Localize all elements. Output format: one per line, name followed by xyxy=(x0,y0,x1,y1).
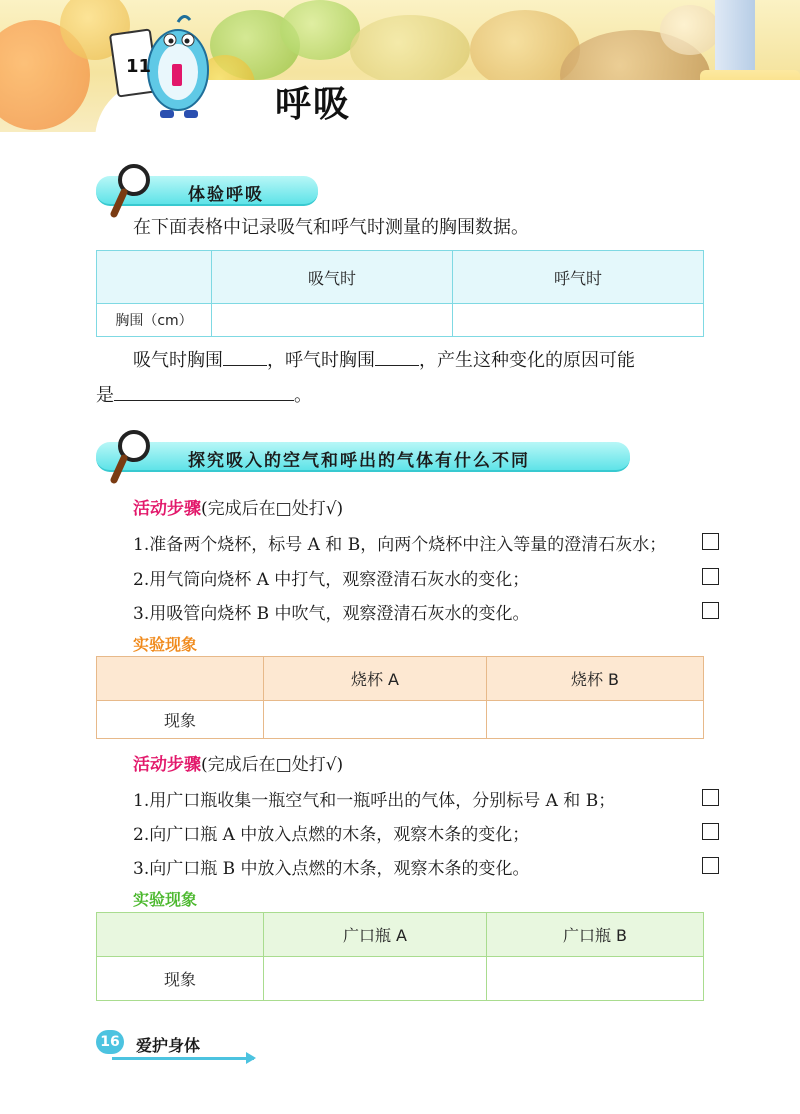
answer-blank[interactable] xyxy=(223,343,267,366)
step-checkbox[interactable] xyxy=(702,602,719,619)
answer-cell[interactable] xyxy=(264,957,487,1001)
section-heading-text: 体验呼吸 xyxy=(188,185,264,205)
step-item: 1.用广口瓶收集一瓶空气和一瓶呼出的气体，分别标号 A 和 B； xyxy=(133,791,616,811)
table-header-cell: 广口瓶 B xyxy=(487,913,704,957)
mascot-icon xyxy=(108,12,218,132)
steps-note: (完成后在□处打√) xyxy=(201,755,344,775)
lesson-title: 呼吸 xyxy=(275,84,352,125)
footer-underline xyxy=(112,1057,254,1060)
step-checkbox[interactable] xyxy=(702,533,719,550)
milk-carton-illustration xyxy=(715,0,755,80)
step-item: 1.准备两个烧杯，标号 A 和 B，向两个烧杯中注入等量的澄清石灰水； xyxy=(133,535,667,555)
vegetable-illustration xyxy=(350,15,470,85)
step-checkbox[interactable] xyxy=(702,568,719,585)
step-item: 2.向广口瓶 A 中放入点燃的木条，观察木条的变化； xyxy=(133,825,530,845)
table-header-cell xyxy=(97,657,264,701)
page-number: 16 xyxy=(96,1030,124,1054)
section1-question xyxy=(133,343,723,376)
steps-label: 活动步骤 xyxy=(133,755,201,775)
beaker-table xyxy=(96,656,704,739)
table-header-cell: 吸气时 xyxy=(212,251,453,304)
table-header-cell: 呼气时 xyxy=(453,251,704,304)
table-header-cell: 烧杯 A xyxy=(264,657,487,701)
chest-table xyxy=(96,250,704,337)
arrow-icon xyxy=(246,1052,256,1064)
table-header-cell xyxy=(97,251,212,304)
answer-cell[interactable] xyxy=(487,701,704,739)
book-title: 爱护身体 xyxy=(136,1036,201,1055)
step-checkbox[interactable] xyxy=(702,823,719,840)
step-item: 3.用吸管向烧杯 B 中吹气，观察澄清石灰水的变化。 xyxy=(133,604,530,624)
table-header-cell: 广口瓶 A xyxy=(264,913,487,957)
vegetable-illustration xyxy=(280,0,360,60)
question-text: 是 xyxy=(96,385,114,406)
table-header-cell xyxy=(97,913,264,957)
question-text: 。 xyxy=(294,385,312,406)
step-item: 3.向广口瓶 B 中放入点燃的木条，观察木条的变化。 xyxy=(133,859,530,879)
section-heading-1 xyxy=(96,168,318,208)
lesson-number: 11 xyxy=(126,56,152,77)
section-heading-text: 探究吸入的空气和呼出的气体有什么不同 xyxy=(188,451,530,471)
steps-note: (完成后在□处打√) xyxy=(201,499,344,519)
magnifier-icon xyxy=(110,428,156,488)
answer-cell[interactable] xyxy=(212,304,453,337)
answer-blank[interactable] xyxy=(375,343,419,366)
step-checkbox[interactable] xyxy=(702,857,719,874)
answer-cell[interactable] xyxy=(453,304,704,337)
table-header-cell: 烧杯 B xyxy=(487,657,704,701)
step-item: 2.用气筒向烧杯 A 中打气，观察澄清石灰水的变化； xyxy=(133,570,530,590)
question-text: ，产生这种变化的原因可能 xyxy=(419,350,635,371)
answer-cell[interactable] xyxy=(487,957,704,1001)
section-heading-2 xyxy=(96,434,630,474)
steps-title xyxy=(133,494,343,519)
table-row-label: 胸围（cm） xyxy=(97,304,212,337)
table-row-label: 现象 xyxy=(97,701,264,739)
step-checkbox[interactable] xyxy=(702,789,719,806)
section1-question-cont xyxy=(96,378,312,411)
question-text: ，呼气时胸围 xyxy=(267,350,375,371)
answer-blank[interactable] xyxy=(114,378,294,401)
question-text: 吸气时胸围 xyxy=(133,350,223,371)
answer-cell[interactable] xyxy=(264,701,487,739)
observation-label: 实验现象 xyxy=(133,635,198,654)
steps-label: 活动步骤 xyxy=(133,499,201,519)
steps-title xyxy=(133,750,343,775)
observation-label: 实验现象 xyxy=(133,890,198,909)
jar-table xyxy=(96,912,704,1001)
egg-illustration xyxy=(660,5,720,55)
section1-intro: 在下面表格中记录吸气和呼气时测量的胸围数据。 xyxy=(133,217,529,238)
table-row-label: 现象 xyxy=(97,957,264,1001)
